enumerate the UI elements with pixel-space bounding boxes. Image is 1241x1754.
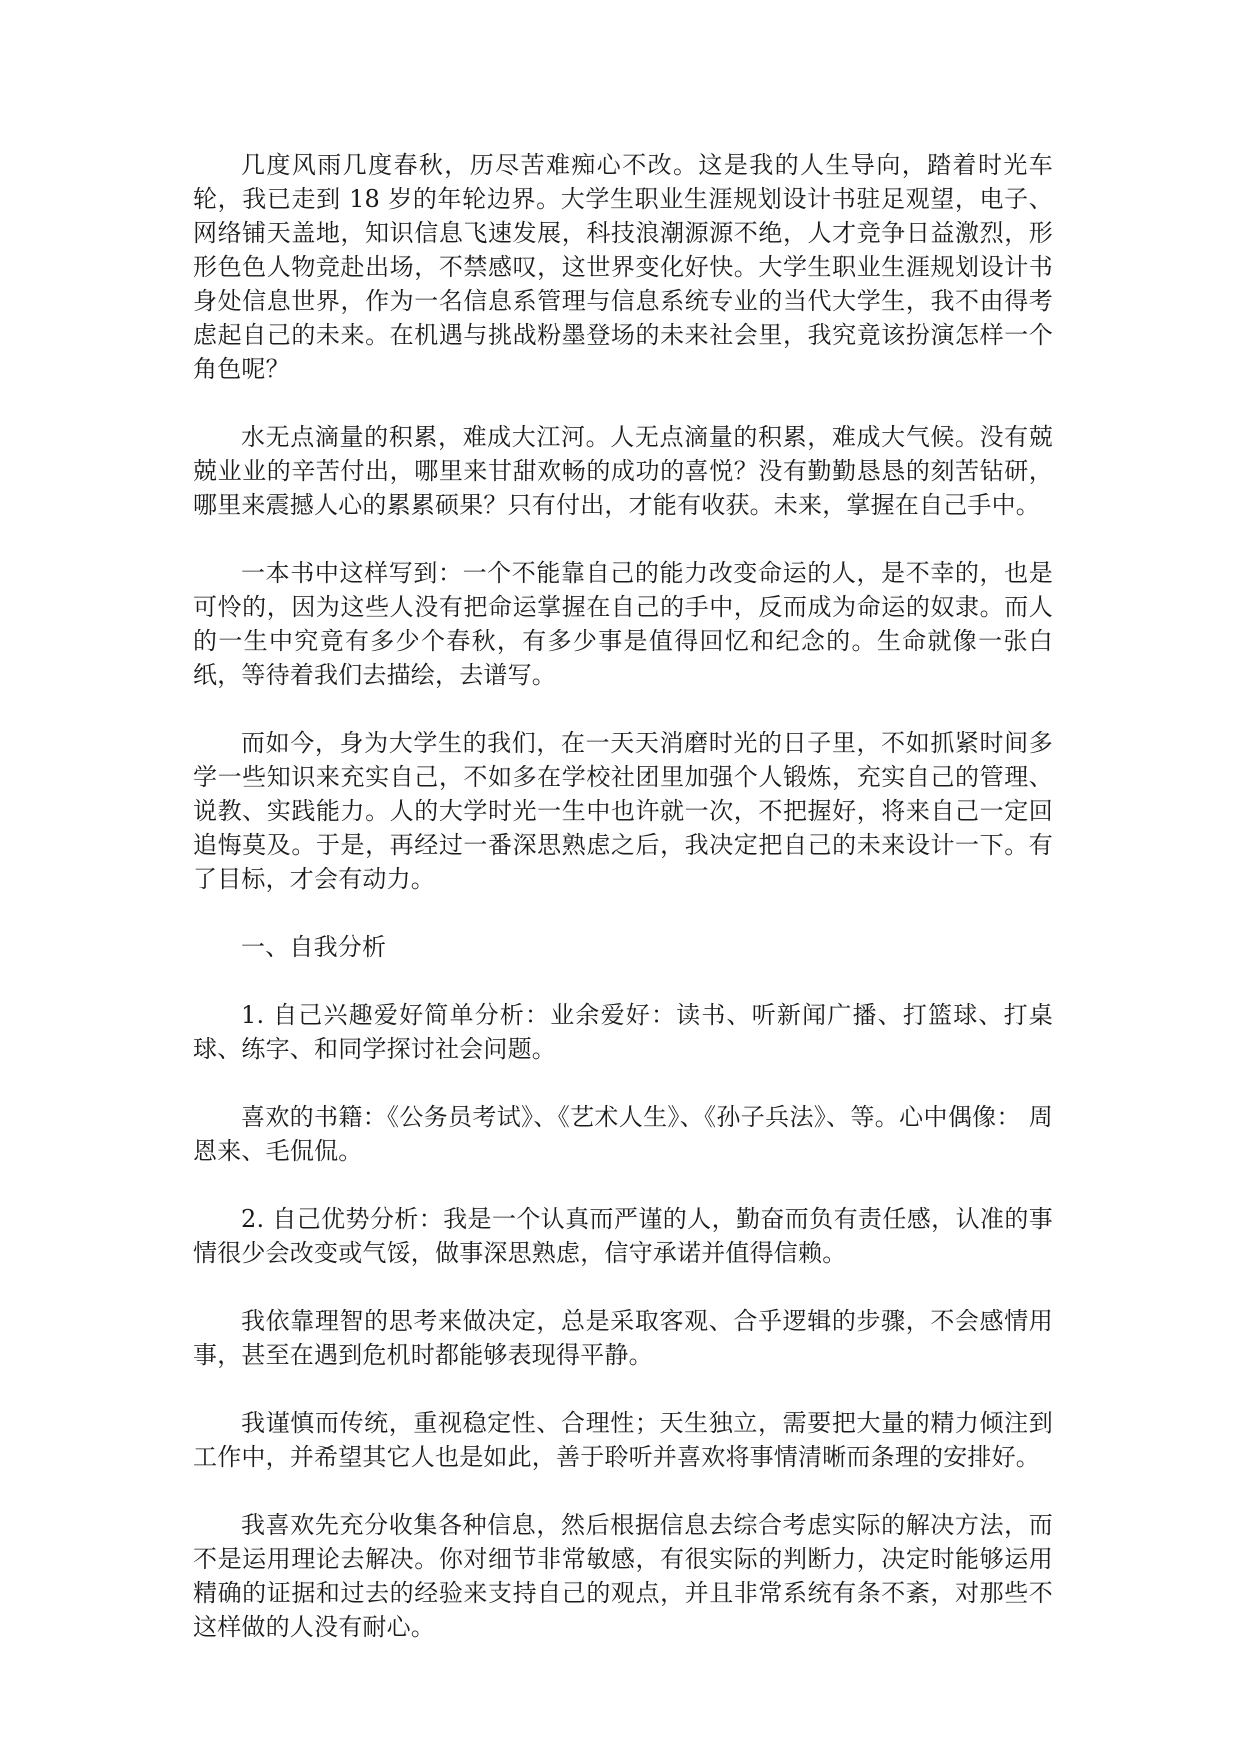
paragraph-intro: 几度风雨几度春秋，历尽苦难痴心不改。这是我的人生导向，踏着时光车轮，我已走到 18 岁的年轮边界。大学生职业生涯规划设计书驻足观望，电子、网络铺天盖地，知识信息飞速发展，科技浪潮源源不绝，人才竞争日益激烈，形形色色人物竞赴出场，不禁感叹，这世界变化好快。大学生职业生涯规划设计书身处信息世界，作为一名信息系管理与信息系统专业的当代大学生，我不由得考虑起自己的未来。在机遇与挑战粉墨登场的未来社会里，我究竟该扮演怎样一个角色呢？ <box>193 151 1053 383</box>
paragraph-fate: 一本书中这样写到：一个不能靠自己的能力改变命运的人，是不幸的，也是可怜的，因为这些人没有把命运掌握在自己的手中，反而成为命运的奴隶。而人的一生中究竟有多少个春秋，有多少事是值得回忆和纪念的。生命就像一张白纸，等待着我们去描绘，去谱写。 <box>193 559 1053 689</box>
paragraph-rational-thinking: 我依靠理智的思考来做决定，总是采取客观、合乎逻辑的步骤，不会感情用事，甚至在遇到危机时都能够表现得平静。 <box>193 1307 1053 1369</box>
paragraph-favorite-books: 喜欢的书籍：《公务员考试》、《艺术人生》、《孙子兵法》、等。心中偶像： 周恩来、毛侃侃。 <box>193 1103 1053 1165</box>
paragraph-hobbies: 1. 自己兴趣爱好简单分析：业余爱好：读书、听新闻广播、打篮球、打桌球、练字、和同学探讨社会问题。 <box>193 1001 1053 1063</box>
paragraph-strengths: 2. 自己优势分析：我是一个认真而严谨的人，勤奋而负有责任感，认准的事情很少会改变或气馁，做事深思熟虑，信守承诺并值得信赖。 <box>193 1205 1053 1267</box>
paragraph-information-gathering: 我喜欢先充分收集各种信息，然后根据信息去综合考虑实际的解决方法，而不是运用理论去解决。你对细节非常敏感，有很实际的判断力，决定时能够运用精确的证据和过去的经验来支持自己的观点，并且非常系统有条不紊，对那些不这样做的人没有耐心。 <box>193 1511 1053 1641</box>
document-body <box>193 148 1053 1678</box>
paragraph-cautious: 我谨慎而传统，重视稳定性、合理性；天生独立，需要把大量的精力倾注到工作中，并希望其它人也是如此，善于聆听并喜欢将事情清晰而条理的安排好。 <box>193 1409 1053 1471</box>
paragraph-nowadays: 而如今，身为大学生的我们，在一天天消磨时光的日子里，不如抓紧时间多学一些知识来充实自己，不如多在学校社团里加强个人锻炼，充实自己的管理、说教、实践能力。人的大学时光一生中也许就一次，不把握好，将来自己一定回追悔莫及。于是，再经过一番深思熟虑之后，我决定把自己的未来设计一下。有了目标，才会有动力。 <box>193 729 1053 893</box>
paragraph-accumulation: 水无点滴量的积累，难成大江河。人无点滴量的积累，难成大气候。没有兢兢业业的辛苦付出，哪里来甘甜欢畅的成功的喜悦？没有勤勤恳恳的刻苦钻研，哪里来震撼人心的累累硕果？只有付出，才能有收获。未来，掌握在自己手中。 <box>193 423 1053 519</box>
section-heading-self-analysis: 一、自我分析 <box>241 933 387 961</box>
